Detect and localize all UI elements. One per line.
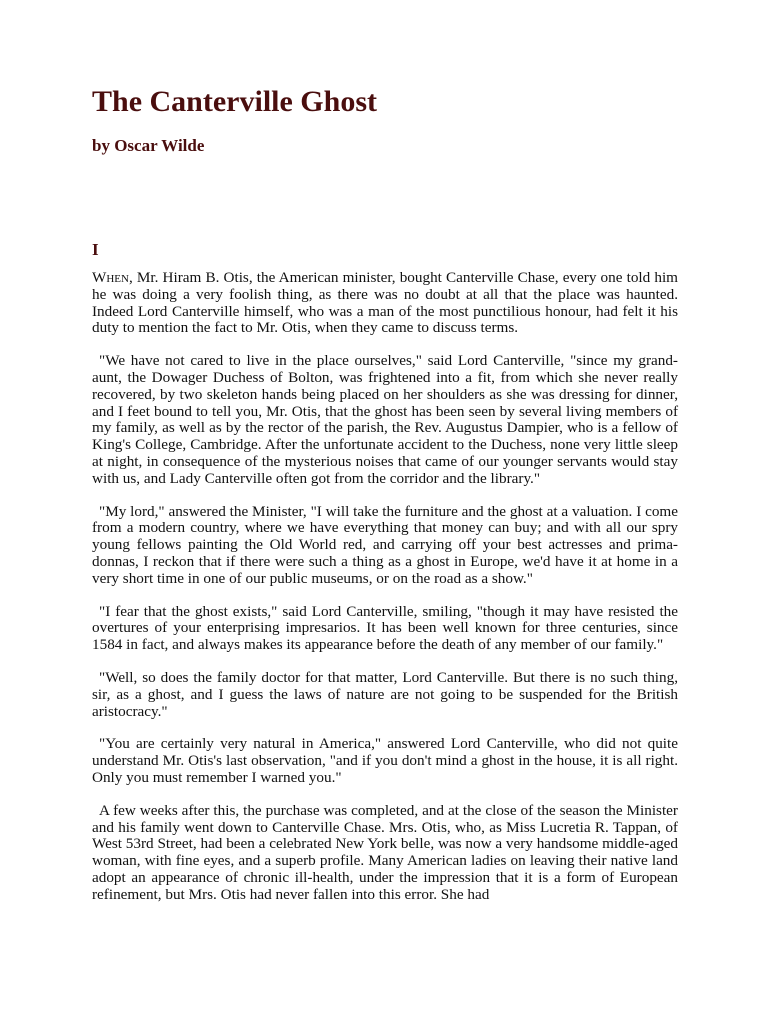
paragraph: [92, 270, 678, 337]
chapter-heading: I: [92, 240, 99, 259]
author-byline: by Oscar Wilde: [92, 136, 205, 155]
paragraph: "I fear that the ghost exists," said Lord Canterville, smiling, "though it may have resisted the overtures of your enterprising impresarios. It has been well known for three centuries, since 1584 in fact, and always makes its appearance before the death of any member of our family.": [92, 602, 678, 654]
document-title: The Canterville Ghost: [92, 85, 377, 118]
paragraph: A few weeks after this, the purchase was completed, and at the close of the season the Minister and his family went down to Canterville Chase. Mrs. Otis, who, as Miss Lucretia R. Tappan, of West 53rd Street, had been a celebrated New York belle, was now a very handsome middle-aged woman, with fine eyes, and a superb profile. Many American ladies on leaving their native land adopt an appearance of chronic ill-health, under the impression that it is a form of European refinement, but Mrs. Otis had never fallen into this error. She had: [92, 801, 678, 903]
paragraph: "My lord," answered the Minister, "I will take the furniture and the ghost at a valuation. I come from a modern country, where we have everything that money can buy; and with all our spry young fellows painting the Old World red, and carrying off your best actresses and prima-donnas, I reckon that if there were such a thing as a ghost in Europe, we'd have it at home in a very short time in one of our public museums, or on the road as a show.": [92, 502, 678, 587]
body-text: [92, 270, 678, 920]
paragraph-text: , Mr. Hiram B. Otis, the American minister, bought Canterville Chase, every one told him he was doing a very foolish thing, as there was no doubt at all that the place was haunted. Indeed Lord Canterville himself, who was a man of the most punctilious honour, had felt it his duty to mention the fact to Mr. Otis, when they came to discuss terms.: [92, 269, 678, 337]
paragraph: "We have not cared to live in the place ourselves," said Lord Canterville, "since my grand-aunt, the Dowager Duchess of Bolton, was frightened into a fit, from which she never really recovered, by two skeleton hands being placed on her shoulders as she was dressing for dinner, and I feet bound to tell you, Mr. Otis, that the ghost has been seen by several living members of my family, as well as by the rector of the parish, the Rev. Augustus Dampier, who is a fellow of King's College, Cambridge. After the unfortunate accident to the Duchess, none very little sleep at night, in consequence of the mysterious noises that came of our younger servants would stay with us, and Lady Canterville often got from the corridor and the library.": [92, 352, 678, 487]
paragraph: "You are certainly very natural in America," answered Lord Canterville, who did not quite understand Mr. Otis's last observation, "and if you don't mind a ghost in the house, it is all right. Only you must remember I warned you.": [92, 735, 678, 786]
drop-word: When: [92, 269, 129, 286]
paragraph: "Well, so does the family doctor for that matter, Lord Canterville. But there is no such thing, sir, as a ghost, and I guess the laws of nature are not going to be suspended for the British aristocracy.": [92, 668, 678, 720]
